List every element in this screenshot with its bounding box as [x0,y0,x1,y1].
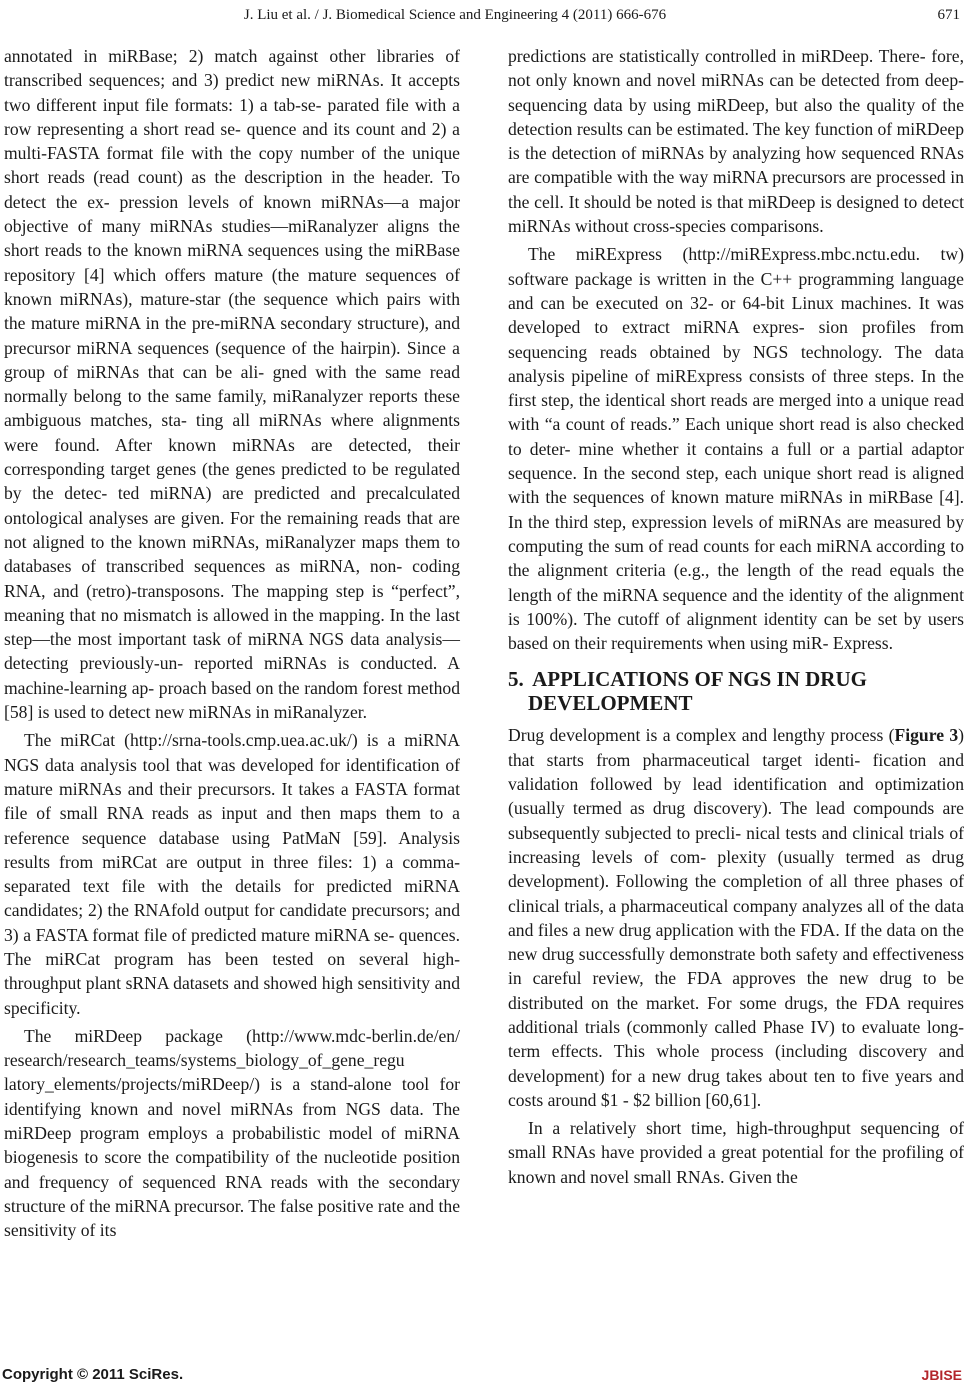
page-footer [0,1364,970,1386]
copyright-notice: Copyright © 2011 SciRes. [2,1366,184,1383]
paragraph-small-rna: In a relatively short time, high-throughput sequencing of small RNAs have provided a great potential for the profiling of known and novel small RNAs. Given the [508,1118,964,1187]
paragraph-mircat: The miRCat (http://srna-tools.cmp.uea.ac.uk/) is a miRNA NGS data analysis tool that was developed for identification of mature miRNAs and their precursors. It takes a FASTA format file of small RNA reads as input and then maps them to a reference sequence database using PatMaN [59]. Analysis results from miRCat are output in three files: 1) a comma-separated text file with the details for predicted miRNA candidates; 2) the RNAfold output for candidate precursors; and 3) a FASTA format file of predicted mature miRNA se- quences. The miRCat program has been tested on several high-throughput plant sRNA datasets and showed high sensitivity and specificity. [4,730,460,1018]
paragraph-drug-development [508,723,964,1112]
page-number: 671 [937,7,960,23]
left-column [4,44,460,1243]
paragraph-text: Drug development is a complex and lengthy process ( [508,725,895,746]
running-title: J. Liu et al. / J. Biomedical Science and Engineering 4 (2011) 666-676 [243,7,667,23]
section-heading [508,667,964,715]
figure-reference: Figure 3 [894,725,959,746]
paragraph-miranalyzer: annotated in miRBase; 2) match against other libraries of transcribed sequences; and 3) predict new miRNAs. It accepts two different input file formats: 1) a tab-se- parated file with a row representing a short read se- quence and its count and 2) a multi-FASTA format file with the copy number of the unique short reads (read count) as the description in the header. To detect the ex- pression levels of known miRNAs—a major objective of many miRNAs studies—miRanalyzer aligns the short reads to the known miRNA sequences using the miRBase repository [4] which offers mature (the mature sequences of known miRNAs), mature-star (the sequence which pairs with the mature miRNA in the pre-miRNA secondary structure), and precursor miRNA sequences (sequence of the hairpin). Since a group of miRNAs that can be ali- gned with the same read normally belong to the same family, miRanalyzer reports these ambiguous matches, sta- ting all miRNAs where alignments were found. After known miRNAs are detected, their corresponding target genes (the genes predicted to be regulated by the detec- ted miRNA) are predicted and precalculated ontological analyses are given. For the remaining reads that are not aligned to the known miRNAs, miRanalyzer maps them to databases of transcribed sequences as miRNA, non- coding RNA, and (retro)-transposons. The mapping step is “perfect”, meaning that no mismatch is allowed in the mapping. In the last step—the most important task of miRNA NGS data analysis—detecting previously-un- reported miRNAs is conducted. A machine-learning ap- proach based on the random forest method [58] is used to detect new miRNAs in miRanalyzer. [4,46,460,723]
paragraph-text: ) that starts from pharmaceutical target identi- fication and validation followed by lead identification and optimization (usually termed as drug discovery). The lead compounds are subsequently subjected to precli- nical tests and clinical trials of increasing levels of com- plexity (usually termed as drug development). Following the completion of all three phases of clinical trials, a pharmaceutical company analyzes all of the data and files a new drug application with the FDA. If the data on the new drug successfully demonstrate both safety and effectiveness in careful review, the FDA approves the new drug to be distributed on the market. For some drugs, the FDA requires additional trials (commonly called Phase IV) to evaluate long-term effects. This whole process (including discovery and development) for a new drug takes about ten to five years and costs around $1 - $2 billion [60,61]. [508,725,964,1110]
paragraph-mirexpress: The miRExpress (http://miRExpress.mbc.nctu.edu. tw) software package is written in the C++ programming language and can be executed on 32- or 64-bit Linux machines. It was developed to extract miRNA expres- sion profiles from sequencing reads obtained by NGS technology. The data analysis pipeline of miRExpress consists of three steps. In the first step, the identical short reads are merged into a unique read with “a count of reads.” Each unique short read is also checked to deter- mine whether it contains a full or a partial adaptor sequence. In the second step, each unique short read is aligned with the sequences of known mature miRNAs in miRBase [4]. In the third step, expression levels of miRNAs are measured by computing the sum of read counts for each miRNA according to the alignment criteria (e.g., the length of the read equals the length of the miRNA sequence and the identity of the alignment is 100%). The cutoff of alignment identity can be set by users based on their requirements when using miR- Express. [508,244,964,654]
page-header [0,4,970,26]
journal-abbreviation: JBISE [921,1367,962,1383]
paragraph-mirdeep-continued: predictions are statistically controlled in miRDeep. There- fore, not only known and novel miRNAs can be detected from deep-sequencing data by using miRDeep, but also the quality of the detection results can be estimated. The key function of miRDeep is the detection of miRNAs by analyzing how sequenced RNAs are compatible with the way miRNA precursors are processed in the cell. It should be noted is that miRDeep is designed to detect miRNAs without cross-species comparisons. [508,46,964,237]
right-column [508,44,964,1189]
paragraph-mirdeep: The miRDeep package (http://www.mdc-berlin.de/en/ research/research_teams/systems_biology_of_gene_regu latory_elements/projects/miRDeep/) is a stand-alone tool for identifying known and novel miRNAs from NGS data. The miRDeep program employs a probabilistic model of miRNA biogenesis to score the compatibility of the nucleotide position and frequency of sequenced RNA reads with the secondary structure of the miRNA precursor. The false positive rate and the sensitivity of its [4,1025,460,1241]
section-number: 5. [508,667,524,692]
section-title: APPLICATIONS OF NGS IN DRUG DEVELOPMENT [528,667,867,716]
